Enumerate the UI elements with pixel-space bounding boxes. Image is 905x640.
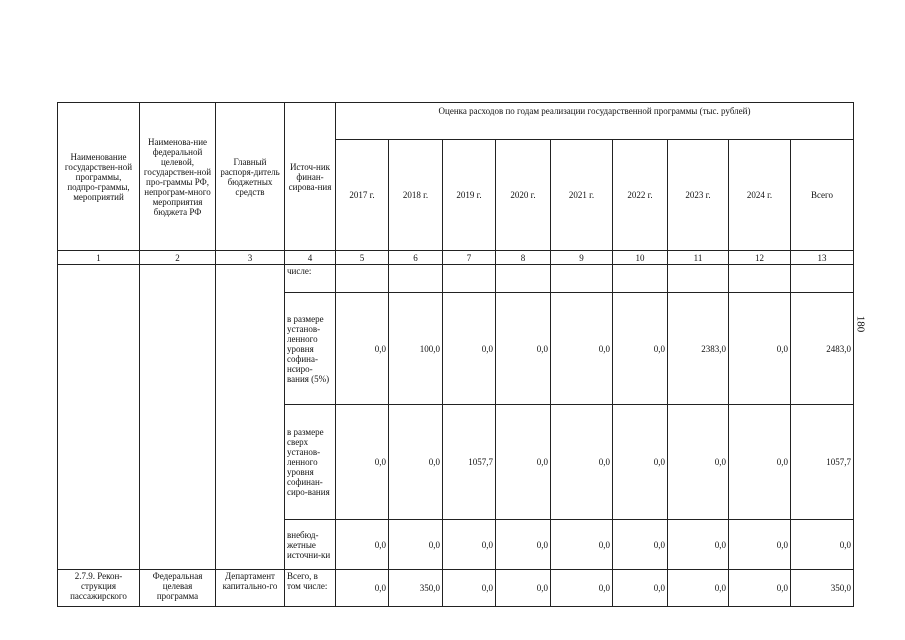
value-cell: 100,0 [389,293,443,405]
value-cell: 350,0 [791,570,854,607]
value-cell [613,265,668,293]
value-cell: 0,0 [551,520,613,570]
value-cell: 0,0 [613,405,668,520]
value-cell: 0,0 [729,520,791,570]
value-cell: 0,0 [613,570,668,607]
column-number: 6 [389,251,443,265]
value-cell: 0,0 [389,405,443,520]
funding-source-cell: внебюд-жетные источни-ки [285,520,336,570]
value-cell: 0,0 [729,570,791,607]
value-cell [496,265,551,293]
header-year: 2019 г. [443,140,496,251]
program-name-cell: 2.7.9. Рекон-струкция пассажирского [58,570,140,607]
column-number: 3 [216,251,285,265]
budget-table [57,102,854,607]
value-cell: 0,0 [613,293,668,405]
value-cell: 0,0 [791,520,854,570]
value-cell: 2383,0 [668,293,729,405]
column-number: 2 [140,251,216,265]
value-cell: 2483,0 [791,293,854,405]
program-cell-empty [58,265,140,570]
funding-source-cell: в размере сверх установ-ленного уровня софинан-сиро-вания [285,405,336,520]
value-cell: 0,0 [443,293,496,405]
column-number: 11 [668,251,729,265]
header-program-name: Наименование государствен-ной программы, подпро-граммы, мероприятий [58,103,140,251]
value-cell: 1057,7 [443,405,496,520]
column-number: 4 [285,251,336,265]
column-number: 9 [551,251,613,265]
value-cell [389,265,443,293]
value-cell: 0,0 [729,293,791,405]
value-cell: 0,0 [336,570,389,607]
header-federal-program: Наименова-ние федеральной целевой, государствен-ной про-граммы РФ, непрограм-много мероприятия бюджета РФ [140,103,216,251]
value-cell: 0,0 [336,405,389,520]
federal-program-cell-empty [140,265,216,570]
value-cell: 0,0 [336,293,389,405]
value-cell: 0,0 [551,293,613,405]
value-cell: 350,0 [389,570,443,607]
manager-cell-empty [216,265,285,570]
header-row-1 [58,103,854,140]
value-cell: 0,0 [668,520,729,570]
value-cell: 0,0 [443,570,496,607]
header-expense-estimate: Оценка расходов по годам реализации государственной программы (тыс. рублей) [336,103,854,140]
value-cell: 0,0 [389,520,443,570]
value-cell: 0,0 [729,405,791,520]
value-cell [668,265,729,293]
value-cell: 0,0 [496,570,551,607]
header-year: 2017 г. [336,140,389,251]
header-budget-manager: Главный распоря-дитель бюджетных средств [216,103,285,251]
header-year: 2021 г. [551,140,613,251]
value-cell: 0,0 [496,520,551,570]
funding-source-cell: Всего, в том числе: [285,570,336,607]
value-cell: 0,0 [668,405,729,520]
column-number: 10 [613,251,668,265]
value-cell: 0,0 [668,570,729,607]
value-cell [729,265,791,293]
header-year: 2018 г. [389,140,443,251]
column-number: 12 [729,251,791,265]
value-cell: 0,0 [496,405,551,520]
column-number: 5 [336,251,389,265]
value-cell: 0,0 [336,520,389,570]
header-year: 2020 г. [496,140,551,251]
value-cell: 0,0 [496,293,551,405]
value-cell: 0,0 [551,570,613,607]
budget-manager-cell: Департамент капитально-го [216,570,285,607]
header-year: 2023 г. [668,140,729,251]
value-cell [336,265,389,293]
page-number: 180 [854,315,867,333]
header-total: Всего [791,140,854,251]
funding-source-cell: числе: [285,265,336,293]
header-funding-source: Источ-ник финан-сирова-ния [285,103,336,251]
value-cell: 0,0 [613,520,668,570]
table-row [58,265,854,293]
value-cell [791,265,854,293]
value-cell: 0,0 [551,405,613,520]
value-cell [551,265,613,293]
column-number-row [58,251,854,265]
funding-source-cell: в размере установ-ленного уровня софина-нсиро-вания (5%) [285,293,336,405]
column-number: 13 [791,251,854,265]
column-number: 1 [58,251,140,265]
table-row [58,570,854,607]
header-year: 2024 г. [729,140,791,251]
value-cell: 1057,7 [791,405,854,520]
federal-program-cell: Федеральная целевая программа [140,570,216,607]
value-cell [443,265,496,293]
column-number: 8 [496,251,551,265]
column-number: 7 [443,251,496,265]
value-cell: 0,0 [443,520,496,570]
header-year: 2022 г. [613,140,668,251]
